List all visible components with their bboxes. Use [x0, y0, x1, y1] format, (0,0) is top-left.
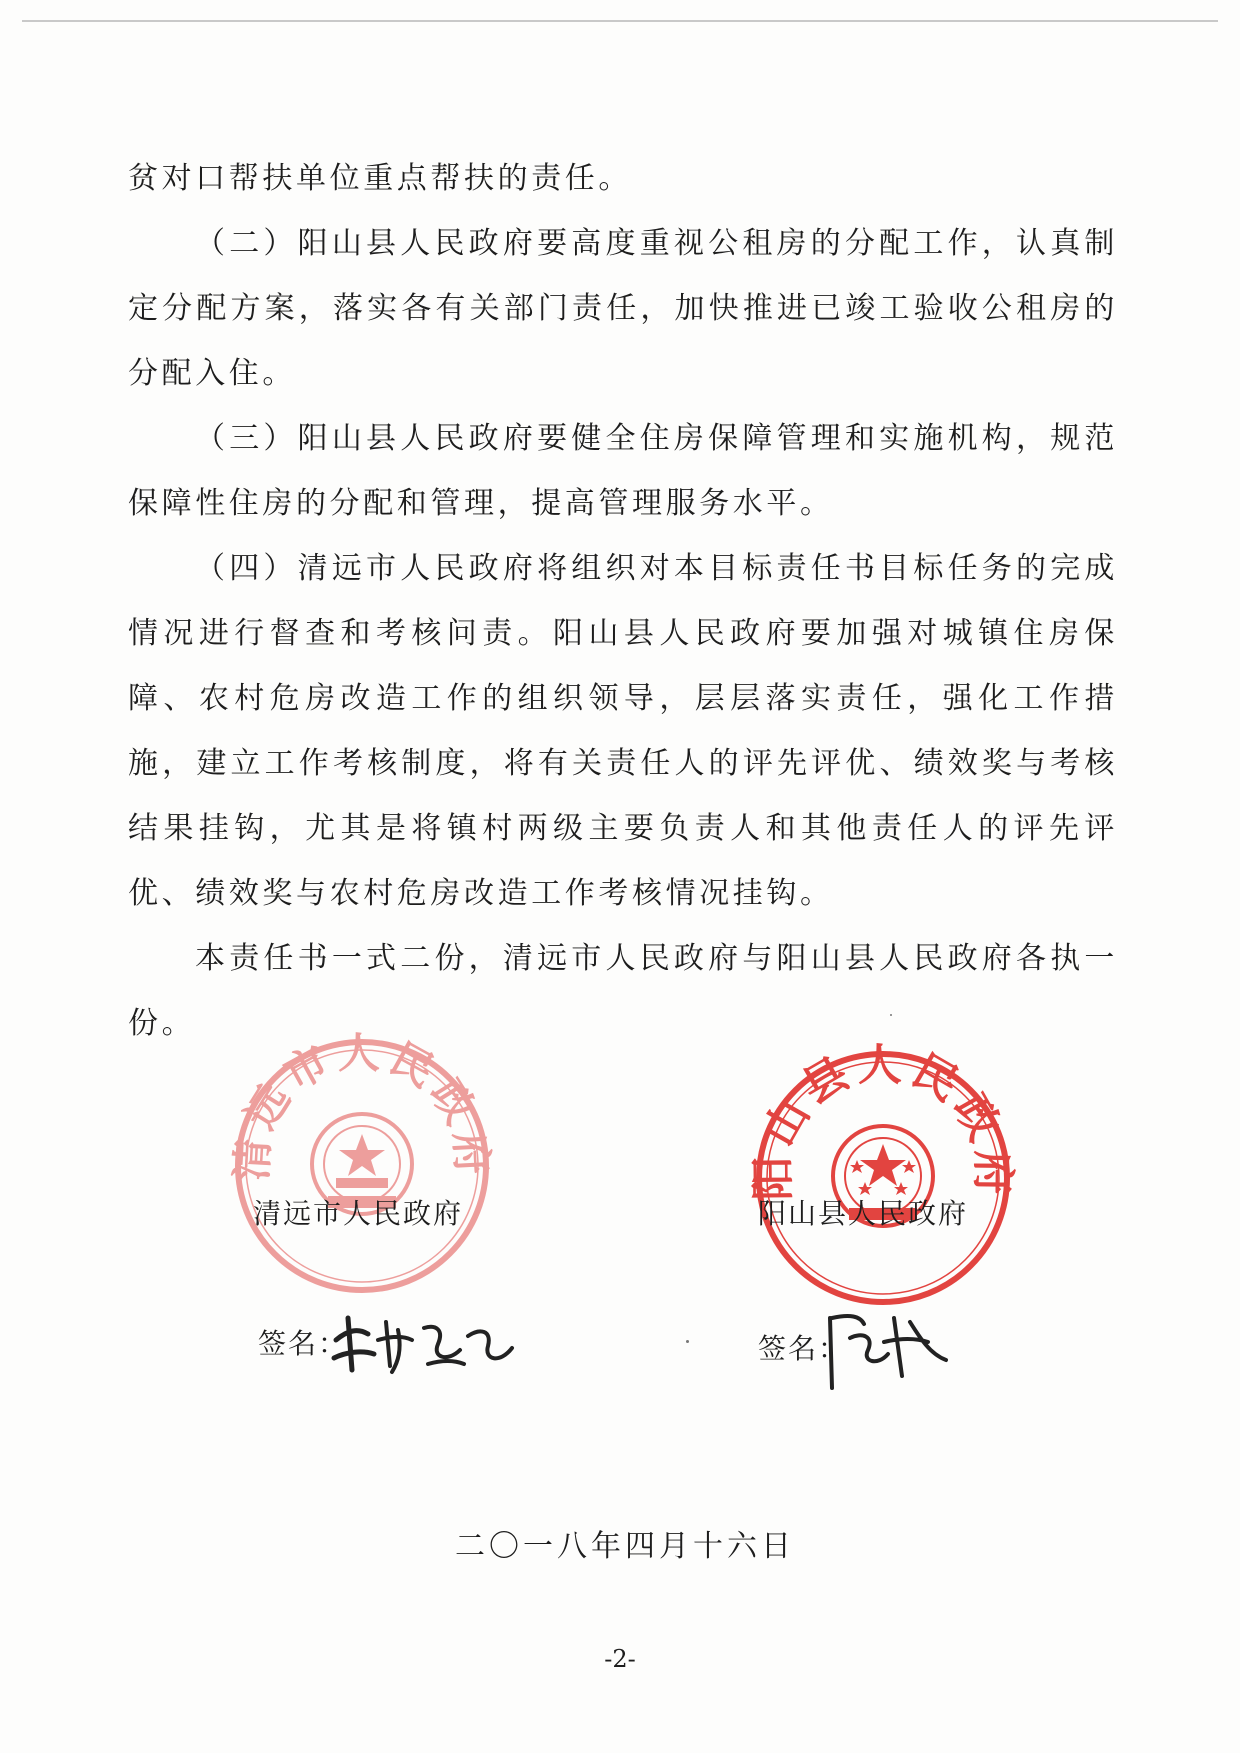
- signer-qingyuan: 清远市人民政府: [253, 1197, 464, 1230]
- document-date: 二〇一八年四月十六日: [455, 1529, 795, 1564]
- paragraph-continuation: 贫对口帮扶单位重点帮扶的责任。: [128, 161, 632, 196]
- scan-speck: [890, 1014, 892, 1016]
- paragraph-item-2: （二）阳山县人民政府要高度重视公租房的分配工作，认真制定分配方案，落实各有关部门责任，加快推进已竣工验收公租房的分配入住。: [128, 226, 1118, 391]
- handwritten-signature-right: [820, 1298, 960, 1398]
- page-number: -2-: [604, 1645, 636, 1673]
- qingyuan-government-seal: [226, 1028, 498, 1296]
- seal-text-left: 清远市人民政府: [226, 1028, 498, 1182]
- top-border-line: [22, 20, 1218, 22]
- paragraph-item-3: （三）阳山县人民政府要健全住房保障管理和实施机构，规范保障性住房的分配和管理，提高管理服务水平。: [128, 421, 1118, 521]
- seal-text-right: 阳山县人民政府: [747, 1039, 1019, 1201]
- signature-label-right: 签名：: [758, 1332, 849, 1365]
- paragraph-copies: 本责任书一式二份，清远市人民政府与阳山县人民政府各执一份。: [128, 941, 1118, 1041]
- paragraph-item-4: （四）清远市人民政府将组织对本目标责任书目标任务的完成情况进行督查和考核问责。阳山县人民政府要加强对城镇住房保障、农村危房改造工作的组织领导，层层落实责任，强化工作措施，建立工作考核制度，将有关责任人的评先评优、绩效奖与考核结果挂钩，尤其是将镇村两级主要负责人和其他责任人的评先评优、绩效奖与农村危房改造工作考核情况挂钩。: [128, 551, 1118, 911]
- signature-label-left: 签名：: [258, 1327, 349, 1360]
- yangshan-government-seal: [747, 1039, 1019, 1308]
- svg-text:阳山县人民政府: [748, 1039, 1018, 1200]
- handwritten-signature-left: [328, 1300, 518, 1380]
- document-body: [128, 146, 1118, 1056]
- scan-speck: [686, 1340, 689, 1343]
- signer-yangshan: 阳山县人民政府: [758, 1197, 969, 1230]
